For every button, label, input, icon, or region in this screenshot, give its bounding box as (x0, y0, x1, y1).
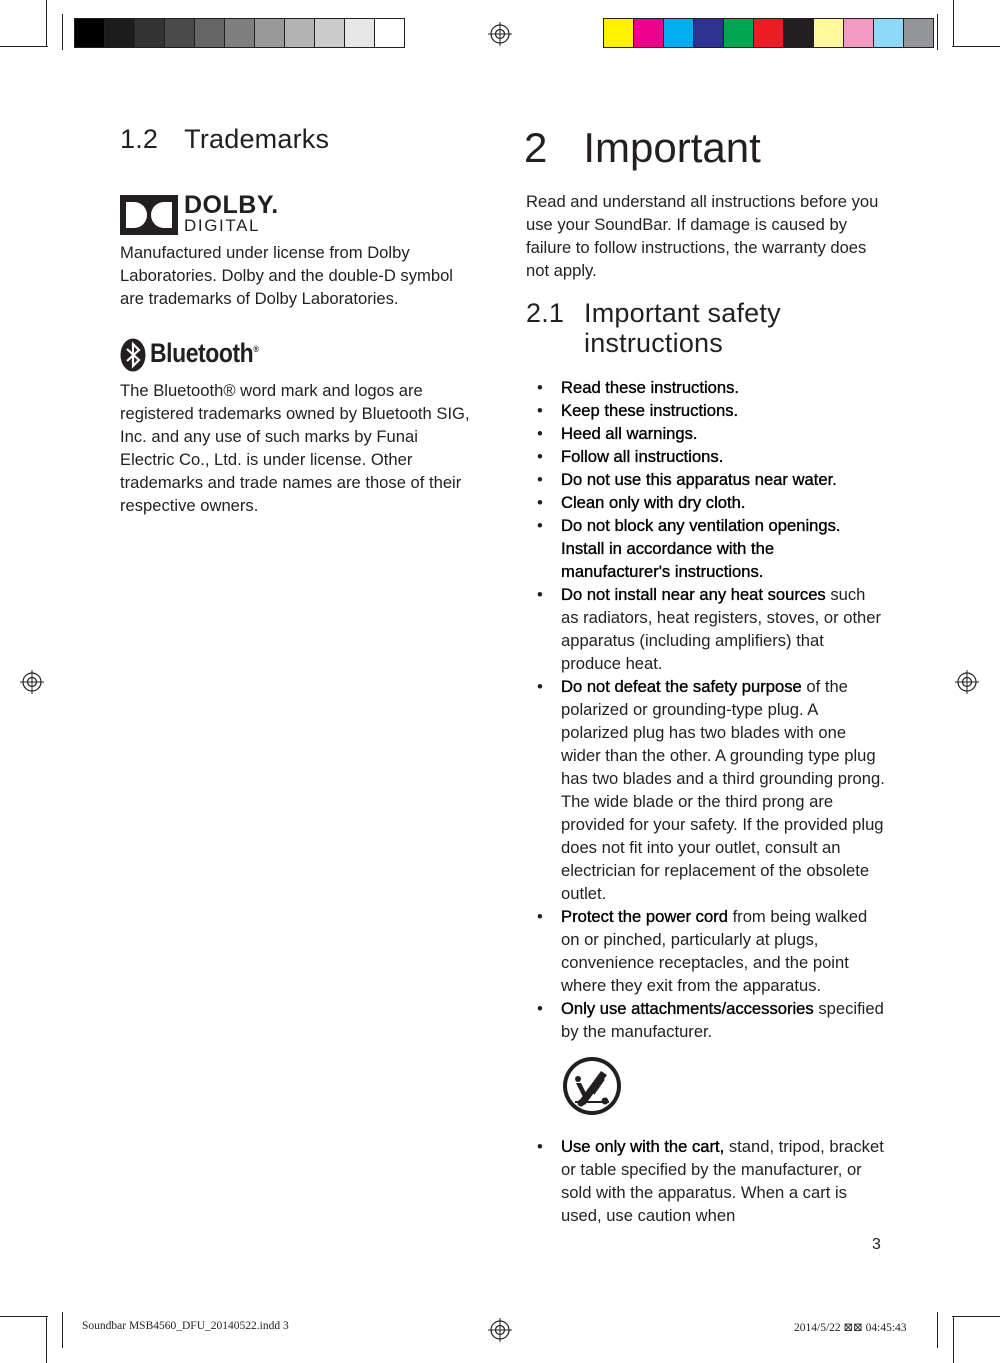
instruction-text: specified by the manufacturer. (561, 999, 884, 1041)
color-bar (603, 18, 934, 48)
cart-warning-figure (526, 1043, 886, 1135)
safety-instruction-item (526, 399, 886, 422)
dolby-double-d-icon (120, 195, 178, 235)
instruction-text: such as radiators, heat registers, stoves, or other apparatus (including amplifiers) that produce heat. (561, 585, 882, 673)
safety-heading: 2.1 Important safety instructions (526, 298, 781, 358)
gray-swatch (314, 19, 344, 47)
gray-swatch (194, 19, 224, 47)
bullet: • (537, 585, 543, 604)
cart-tip-over-warning-icon (561, 1055, 623, 1117)
bullet: • (537, 1137, 543, 1156)
dolby-wordmark: DOLBY. (184, 191, 279, 219)
instruction-emphasis: Follow all instructions. (561, 447, 724, 466)
color-swatch (843, 19, 873, 47)
bullet: • (537, 677, 543, 696)
instruction-text: of the polarized or grounding-type plug. A polarized plug has two blades with one wider than the other. A grounding type plug has two blades and a third grounding prong. The wide blade or the third prong are provided for your safety. If the provided plug does not fit into your outlet, consult an electrician for replacement of the obsolete outlet. (561, 677, 885, 903)
instruction-emphasis: Do not use this apparatus near water. (561, 470, 837, 489)
trademarks-heading: 1.2 Trademarks (120, 124, 330, 154)
grayscale-bar (74, 18, 405, 48)
bullet: • (537, 907, 543, 926)
registration-mark-icon (955, 670, 979, 694)
instruction-emphasis: Do not defeat the safety purpose (561, 677, 802, 696)
page-number: 3 (872, 1236, 881, 1253)
gray-swatch (104, 19, 134, 47)
color-swatch (693, 19, 723, 47)
safety-instruction-item (526, 468, 886, 491)
instruction-emphasis: Use only with the cart, (561, 1137, 725, 1156)
instruction-emphasis: Protect the power cord (561, 907, 728, 926)
gray-swatch (164, 19, 194, 47)
registration-mark-icon (20, 670, 44, 694)
color-swatch (783, 19, 813, 47)
footer-file-name: Soundbar MSB4560_DFU_20140522.indd 3 (82, 1320, 289, 1332)
color-swatch (723, 19, 753, 47)
important-heading: 2 Important (524, 124, 761, 171)
safety-instruction-item (526, 997, 886, 1043)
gray-swatch (374, 19, 404, 47)
bluetooth-text: The Bluetooth® word mark and logos are registered trademarks owned by Bluetooth SIG, Inc. and any use of such marks by Funai Electric Co., Ltd. is under license. Other trademarks and trade names are those of their respective owners. (120, 381, 470, 515)
bullet: • (537, 424, 543, 443)
safety-instruction-item (526, 1135, 886, 1227)
instruction-text: from being walked on or pinched, particularly at plugs, convenience receptacles, and the point where they exit from the apparatus. (561, 907, 868, 995)
instruction-emphasis: Read these instructions. (561, 378, 740, 397)
bluetooth-wordmark: Bluetooth® (150, 338, 259, 368)
safety-instructions-list (526, 376, 886, 1227)
bullet: • (537, 378, 543, 397)
color-swatch (604, 19, 633, 47)
safety-instruction-item (526, 514, 886, 583)
safety-instruction-item (526, 675, 886, 905)
bullet: • (537, 401, 543, 420)
safety-instruction-item (526, 583, 886, 675)
safety-instruction-item (526, 491, 886, 514)
important-intro: Read and understand all instructions before you use your SoundBar. If damage is caused by failure to follow instructions, the warranty does not apply. (526, 192, 879, 280)
instruction-emphasis: Clean only with dry cloth. (561, 493, 746, 512)
dolby-text: Manufactured under license from Dolby Laboratories. Dolby and the double-D symbol are trademarks of Dolby Laboratories. (120, 243, 453, 308)
safety-instruction-item (526, 445, 886, 468)
safety-instruction-item (526, 422, 886, 445)
dolby-digital-wordmark: DIGITAL (184, 216, 261, 235)
gray-swatch (224, 19, 254, 47)
bluetooth-icon (120, 338, 146, 372)
instruction-emphasis: Only use attachments/accessories (561, 999, 814, 1018)
dolby-logo (120, 191, 285, 239)
bullet: • (537, 470, 543, 489)
gray-swatch (75, 19, 104, 47)
instruction-emphasis: Keep these instructions. (561, 401, 739, 420)
safety-instruction-item (526, 905, 886, 997)
bluetooth-logo (120, 338, 280, 374)
gray-swatch (344, 19, 374, 47)
instruction-emphasis: Do not block any ventilation openings. Install in accordance with the manufacturer's instructions. (561, 516, 841, 581)
color-swatch (813, 19, 843, 47)
color-swatch (663, 19, 693, 47)
registration-mark-icon (488, 22, 512, 46)
bullet: • (537, 493, 543, 512)
instruction-emphasis: Heed all warnings. (561, 424, 698, 443)
bullet: • (537, 999, 543, 1018)
footer-date: 2014/5/22 ⊠⊠ 04:45:43 (794, 1322, 907, 1334)
instruction-emphasis: Do not install near any heat sources (561, 585, 826, 604)
bullet: • (537, 447, 543, 466)
color-swatch (753, 19, 783, 47)
color-swatch (903, 19, 933, 47)
gray-swatch (254, 19, 284, 47)
color-swatch (633, 19, 663, 47)
gray-swatch (134, 19, 164, 47)
gray-swatch (284, 19, 314, 47)
bullet: • (537, 516, 543, 535)
instruction-text: stand, tripod, bracket or table specified by the manufacturer, or sold with the apparatus. When a cart is used, use caution when (561, 1137, 884, 1225)
color-swatch (873, 19, 903, 47)
registration-mark-icon (488, 1318, 512, 1342)
safety-instruction-item (526, 376, 886, 399)
